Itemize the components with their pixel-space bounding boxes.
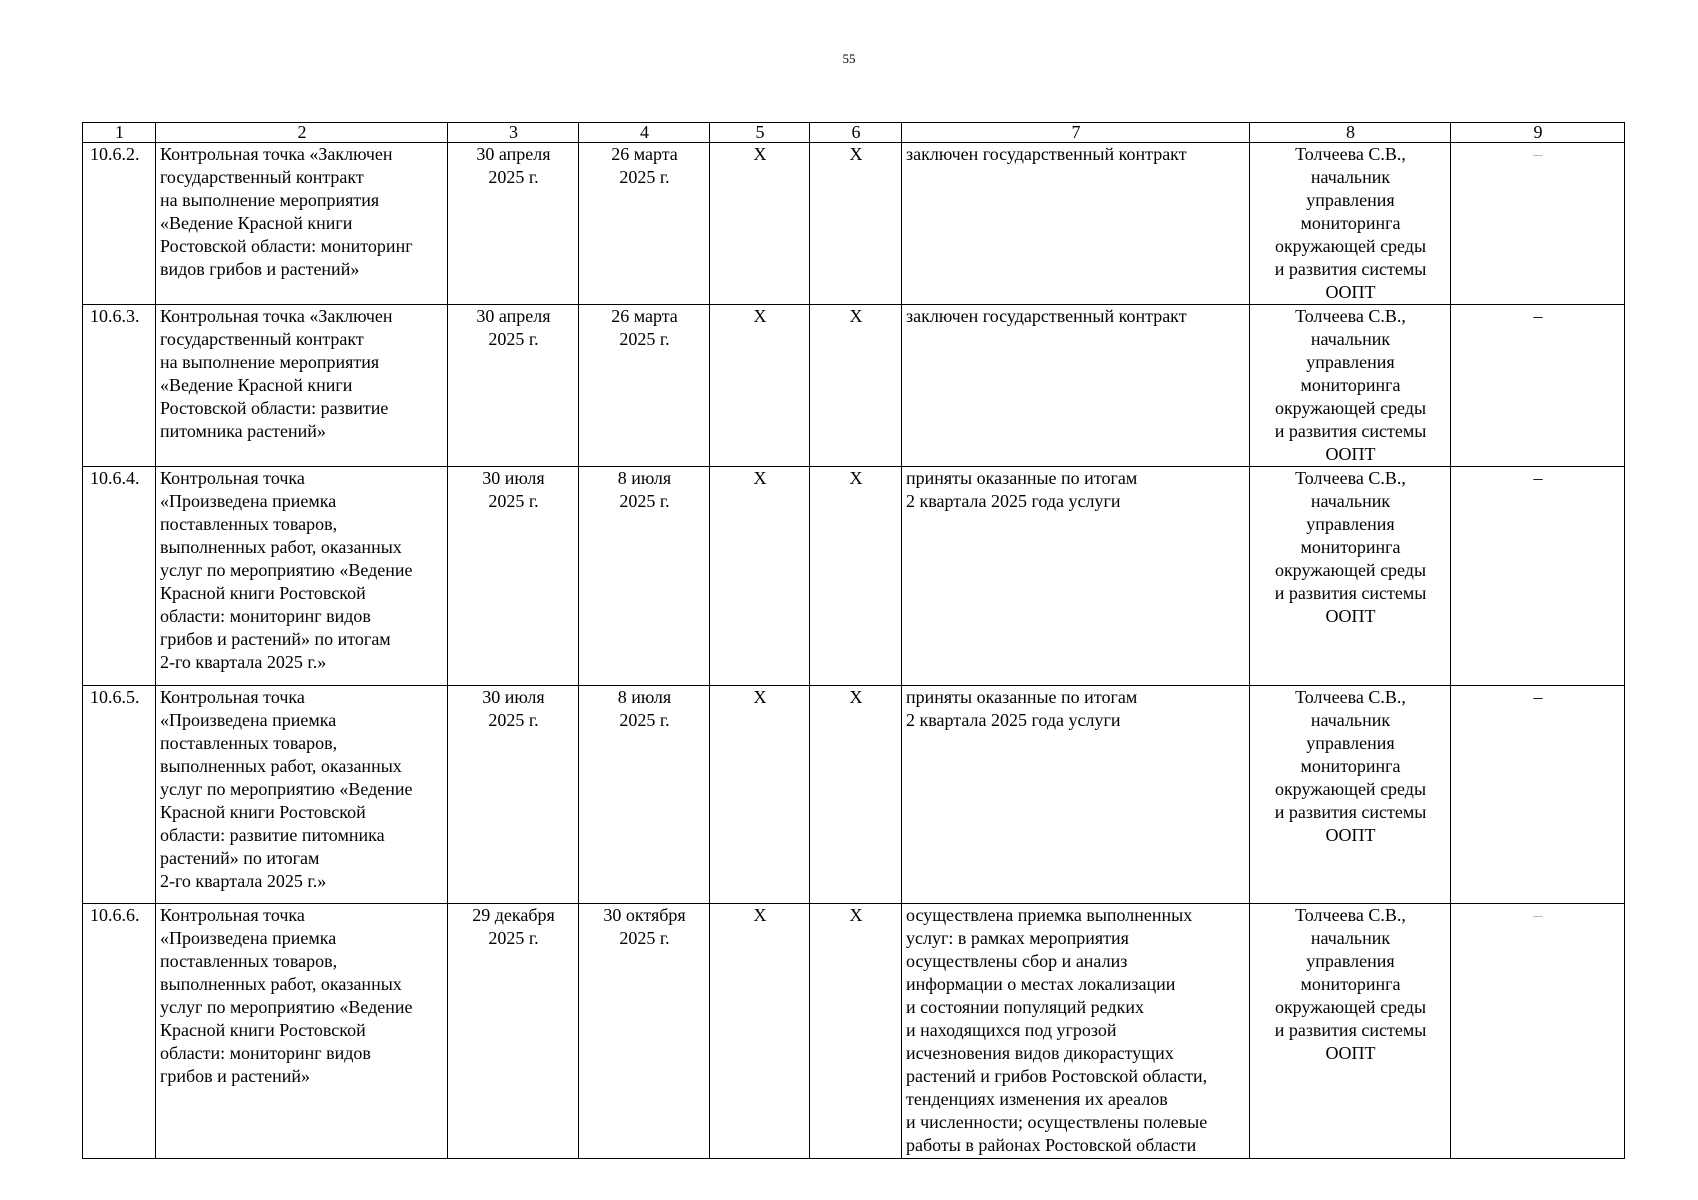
plan-date: 30 июля 2025 г.: [448, 467, 579, 686]
control-point-name: Контрольная точка «Заключен государственный контракт на выполнение мероприятия «Ведение Красной книги Ростовской области: развитие питомника растений»: [156, 305, 448, 467]
responsible-person: Толчеева С.В., начальник управления мониторинга окружающей среды и развития системы ООПТ: [1250, 467, 1451, 686]
fact-date: 26 марта 2025 г.: [579, 143, 710, 305]
column-header: 3: [448, 123, 579, 143]
column-6-value: X: [810, 143, 902, 305]
column-header: 7: [902, 123, 1250, 143]
row-number: 10.6.4.: [83, 467, 156, 686]
column-header: 4: [579, 123, 710, 143]
column-header: 2: [156, 123, 448, 143]
table-row: [83, 686, 1625, 904]
table-row: [83, 467, 1625, 686]
control-point-name: Контрольная точка «Произведена приемка поставленных товаров, выполненных работ, оказанных услуг по мероприятию «Ведение Красной книги Ростовской области: мониторинг видов грибов и растений» по итогам 2-го квартала 2025 г.»: [156, 467, 448, 686]
fact-date: 8 июля 2025 г.: [579, 467, 710, 686]
plan-date: 30 апреля 2025 г.: [448, 143, 579, 305]
column-header: 9: [1451, 123, 1625, 143]
plan-date: 29 декабря 2025 г.: [448, 904, 579, 1159]
column-5-value: X: [710, 686, 810, 904]
control-point-name: Контрольная точка «Произведена приемка поставленных товаров, выполненных работ, оказанных услуг по мероприятию «Ведение Красной книги Ростовской области: мониторинг видов грибов и растений»: [156, 904, 448, 1159]
result-description: осуществлена приемка выполненных услуг: в рамках мероприятия осуществлены сбор и анализ информации о местах локализации и состоянии популяций редких и находящихся под угрозой исчезновения видов дикорастущих растений и грибов Ростовской области, тенденциях изменения их ареалов и численности; осуществлены полевые работы в районах Ростовской области: [902, 904, 1250, 1159]
column-5-value: X: [710, 904, 810, 1159]
table-row: [83, 305, 1625, 467]
responsible-person: Толчеева С.В., начальник управления мониторинга окружающей среды и развития системы ООПТ: [1250, 305, 1451, 467]
fact-date: 26 марта 2025 г.: [579, 305, 710, 467]
column-6-value: X: [810, 467, 902, 686]
column-header: 1: [83, 123, 156, 143]
column-9-value: –: [1451, 305, 1625, 467]
page-number: 55: [842, 51, 856, 66]
control-points-table: [82, 122, 1625, 1159]
control-point-name: Контрольная точка «Заключен государственный контракт на выполнение мероприятия «Ведение Красной книги Ростовской области: мониторинг видов грибов и растений»: [156, 143, 448, 305]
result-description: заключен государственный контракт: [902, 143, 1250, 305]
column-9-value: –: [1451, 467, 1625, 686]
row-number: 10.6.2.: [83, 143, 156, 305]
responsible-person: Толчеева С.В., начальник управления мониторинга окружающей среды и развития системы ООПТ: [1250, 143, 1451, 305]
result-description: приняты оказанные по итогам 2 квартала 2025 года услуги: [902, 686, 1250, 904]
column-6-value: X: [810, 305, 902, 467]
column-6-value: X: [810, 686, 902, 904]
responsible-person: Толчеева С.В., начальник управления мониторинга окружающей среды и развития системы ООПТ: [1250, 904, 1451, 1159]
fact-date: 30 октября 2025 г.: [579, 904, 710, 1159]
column-header: 8: [1250, 123, 1451, 143]
row-number: 10.6.6.: [83, 904, 156, 1159]
column-9-value: –: [1451, 686, 1625, 904]
column-9-value: –: [1451, 143, 1625, 305]
plan-date: 30 июля 2025 г.: [448, 686, 579, 904]
column-9-value: –: [1451, 904, 1625, 1159]
table-row: [83, 143, 1625, 305]
responsible-person: Толчеева С.В., начальник управления мониторинга окружающей среды и развития системы ООПТ: [1250, 686, 1451, 904]
column-5-value: X: [710, 467, 810, 686]
column-5-value: X: [710, 305, 810, 467]
column-5-value: X: [710, 143, 810, 305]
plan-date: 30 апреля 2025 г.: [448, 305, 579, 467]
column-header: 6: [810, 123, 902, 143]
column-header: 5: [710, 123, 810, 143]
row-number: 10.6.3.: [83, 305, 156, 467]
column-6-value: X: [810, 904, 902, 1159]
table-row: [83, 904, 1625, 1159]
row-number: 10.6.5.: [83, 686, 156, 904]
fact-date: 8 июля 2025 г.: [579, 686, 710, 904]
result-description: заключен государственный контракт: [902, 305, 1250, 467]
control-point-name: Контрольная точка «Произведена приемка поставленных товаров, выполненных работ, оказанных услуг по мероприятию «Ведение Красной книги Ростовской области: развитие питомника растений» по итогам 2-го квартала 2025 г.»: [156, 686, 448, 904]
result-description: приняты оказанные по итогам 2 квартала 2025 года услуги: [902, 467, 1250, 686]
table-header-row: [83, 123, 1625, 143]
